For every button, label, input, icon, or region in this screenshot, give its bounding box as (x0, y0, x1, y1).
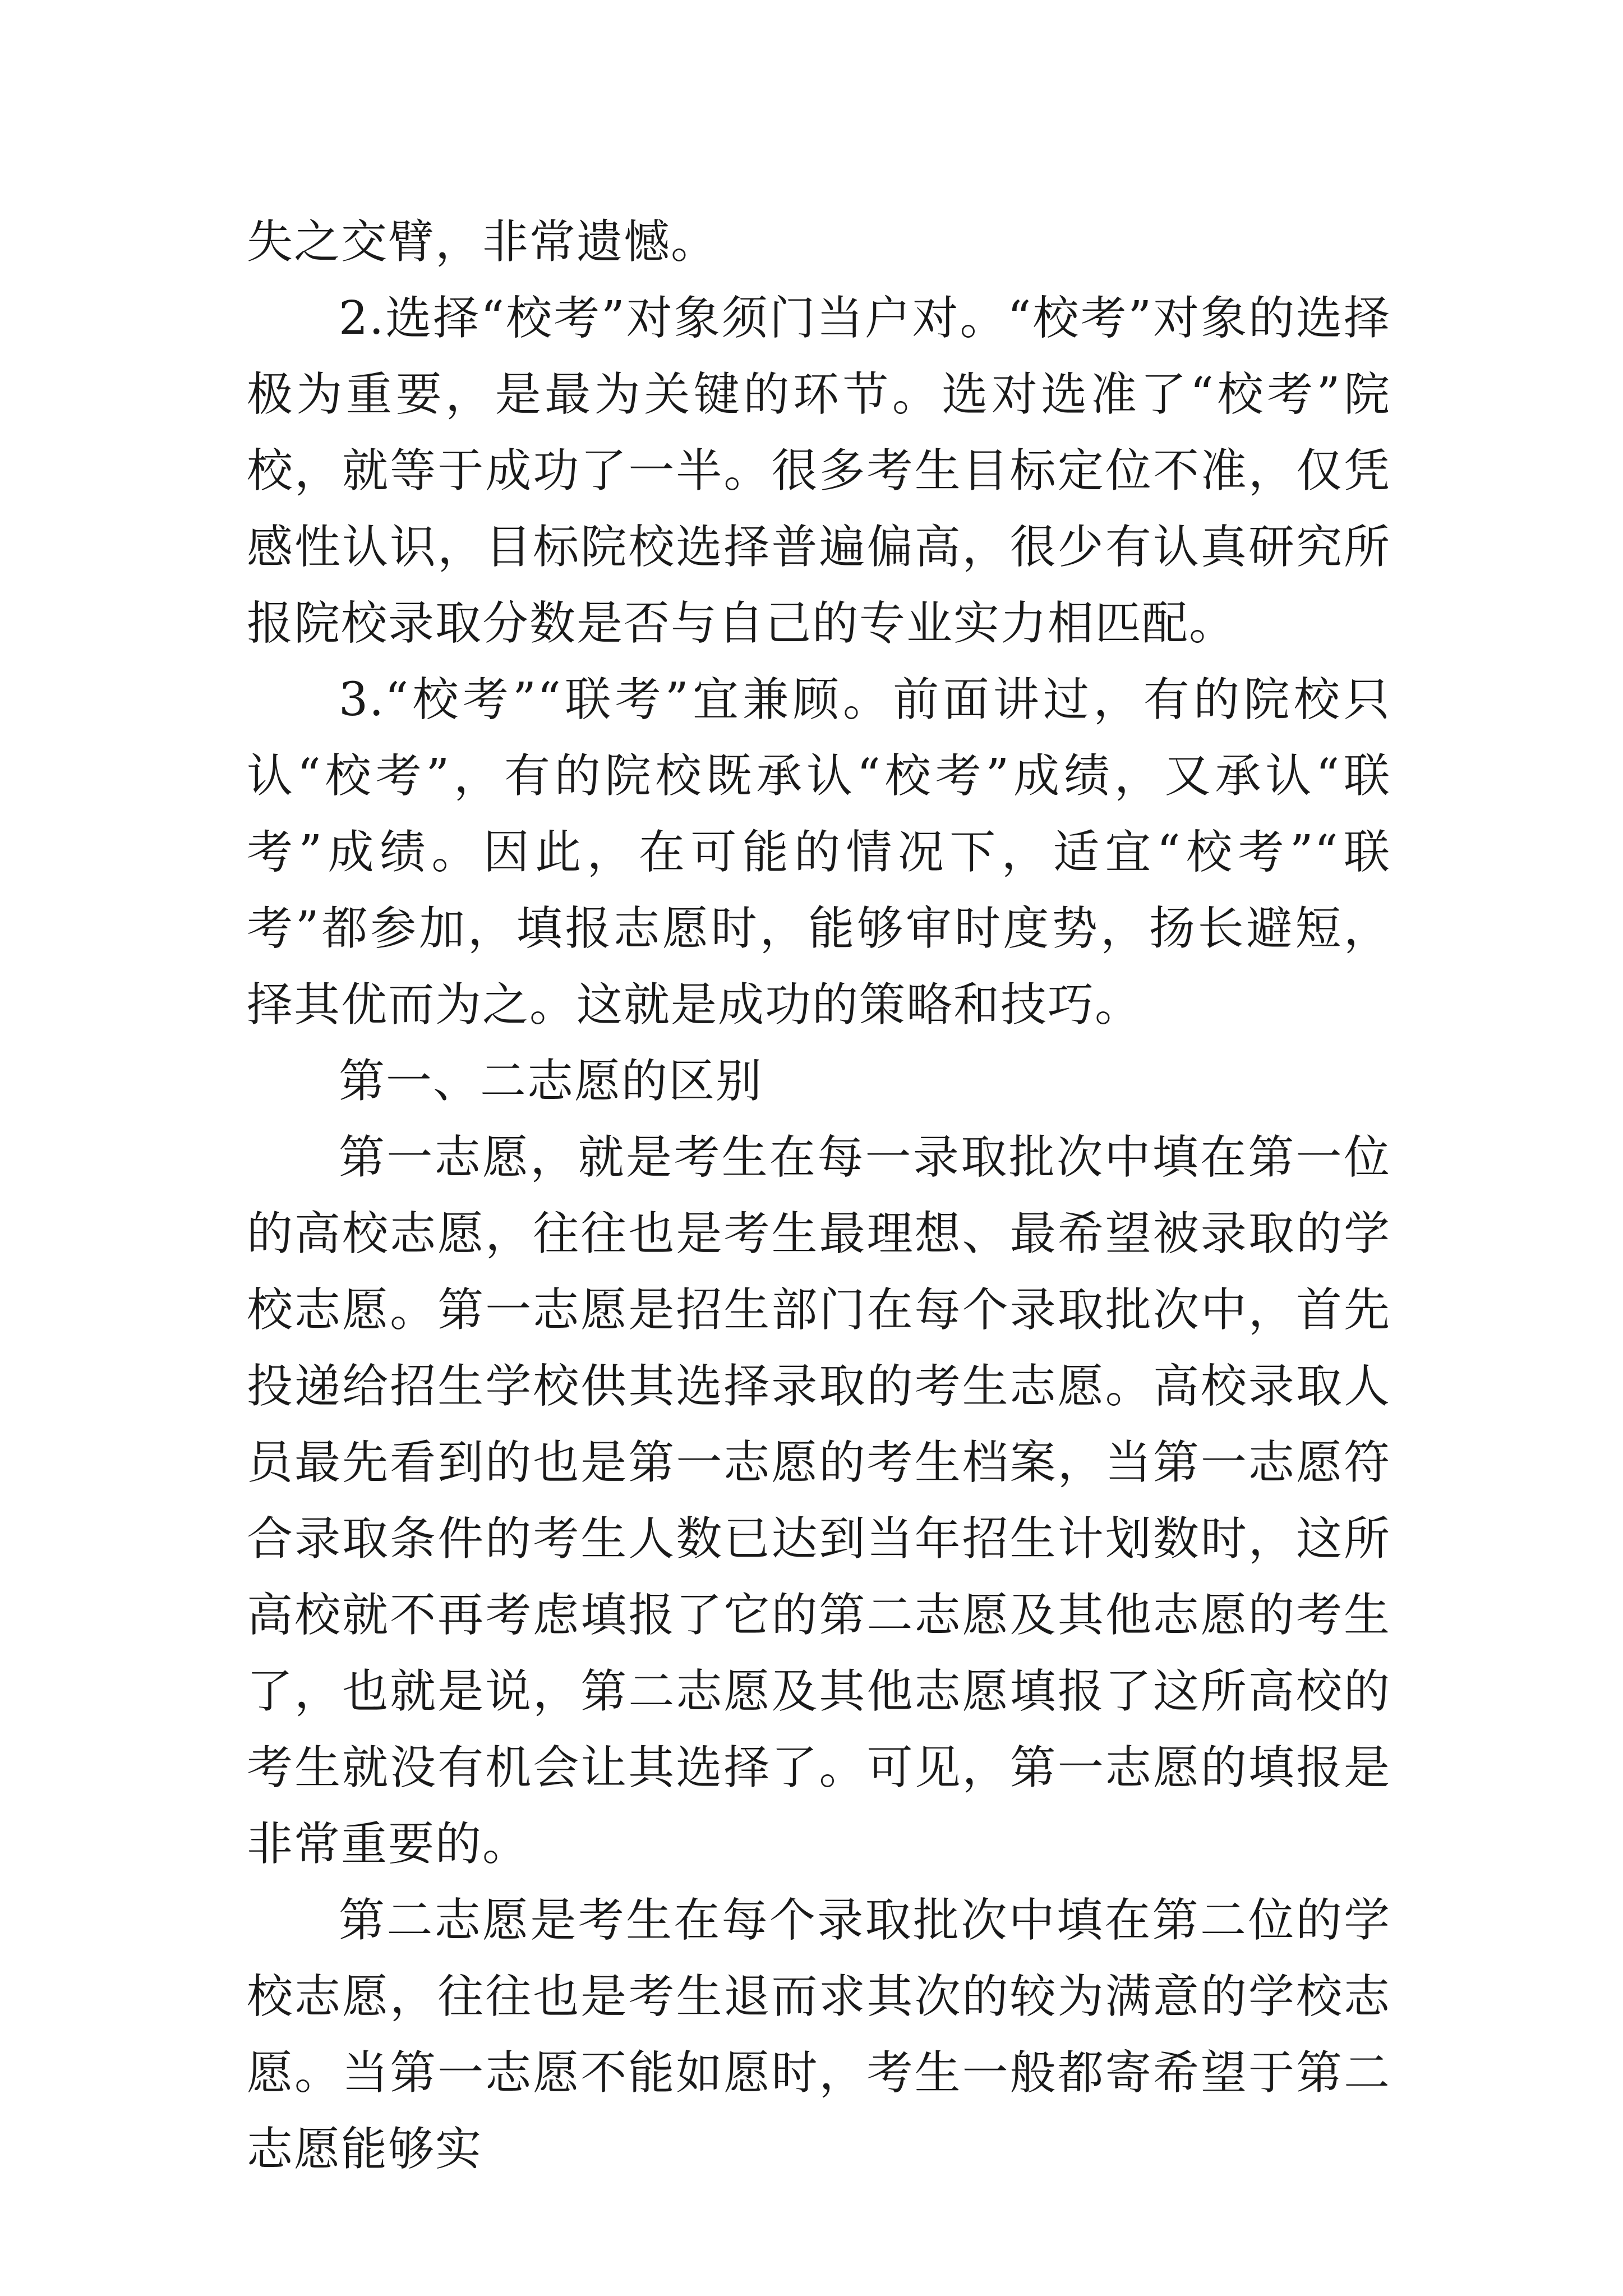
section-heading: 第一、二志愿的区别 (339, 1055, 763, 1108)
paragraph: 2.选择“校考”对象须门当户对。“校考”对象的选择极为重要，是最为关键的环节。选对选准了“校考”院校，就等于成功了一半。很多考生目标定位不准，仅凭感性认识，目标院校选择普遍偏高，很少有认真研究所报院校录取分数是否与自己的专业实力相匹配。 (247, 292, 1391, 650)
paragraph: 第一志愿，就是考生在每一录取批次中填在第一位的高校志愿，往往也是考生最理想、最希望被录取的学校志愿。第一志愿是招生部门在每个录取批次中，首先投递给招生学校供其选择录取的考生志愿。高校录取人员最先看到的也是第一志愿的考生档案，当第一志愿符合录取条件的考生人数已达到当年招生计划数时，这所高校就不再考虑填报了它的第二志愿及其他志愿的考生了，也就是说，第二志愿及其他志愿填报了这所高校的考生就没有机会让其选择了。可见，第一志愿的填报是非常重要的。 (247, 1131, 1391, 1871)
paragraph: 3.“校考”“联考”宜兼顾。前面讲过，有的院校只认“校考”，有的院校既承认“校考”成绩，又承认“联考”成绩。因此，在可能的情况下，适宜“校考”“联考”都参加，填报志愿时，能够审时度势，扬长避短，择其优而为之。这就是成功的策略和技巧。 (247, 673, 1391, 1032)
paragraph: 失之交臂，非常遗憾。 (247, 215, 718, 269)
body-text (247, 204, 1391, 2188)
paragraph: 第二志愿是考生在每个录取批次中填在第二位的学校志愿，往往也是考生退而求其次的较为满意的学校志愿。当第一志愿不能如愿时，考生一般都寄希望于第二志愿能够实 (247, 1894, 1391, 2176)
